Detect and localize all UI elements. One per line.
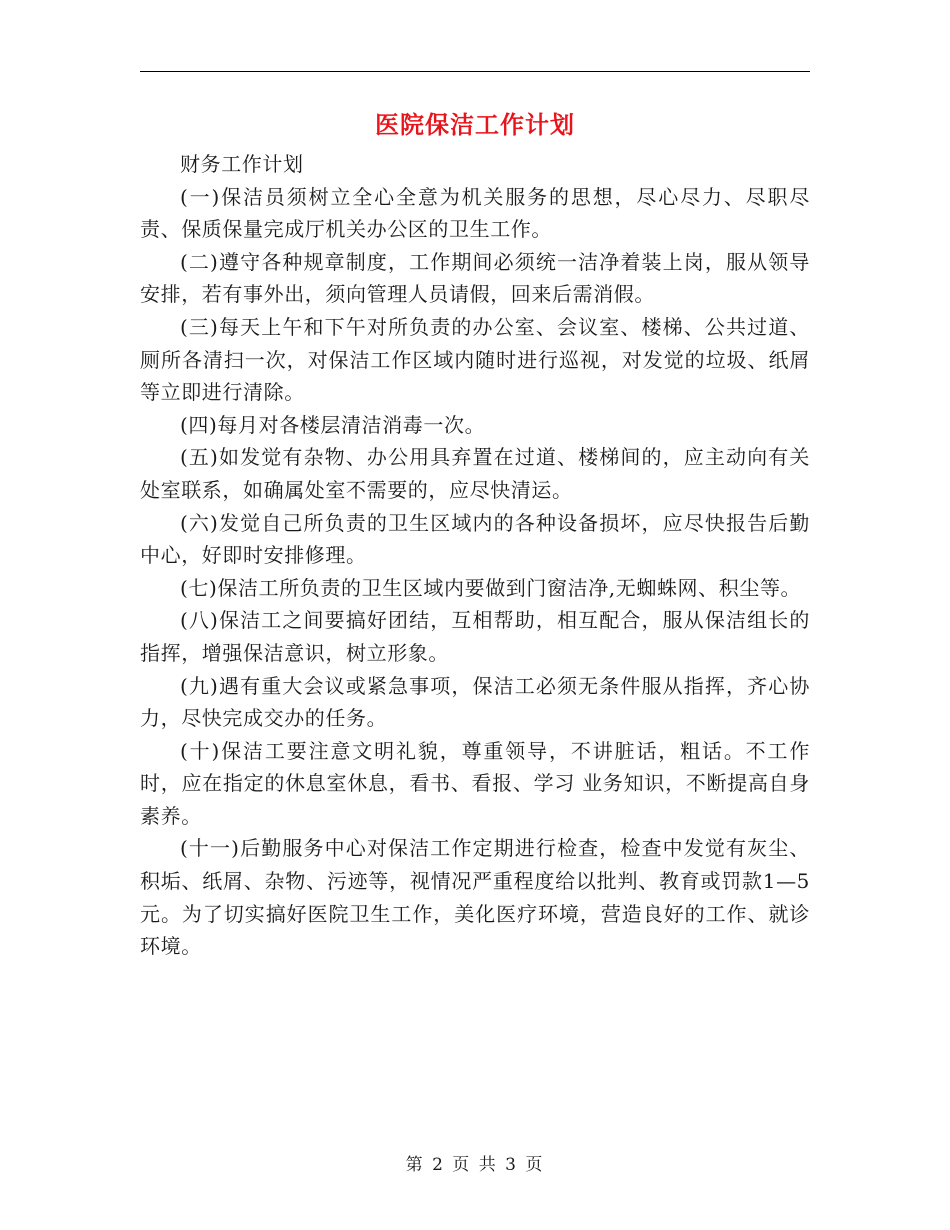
paragraph-item-7: (七)保洁工所负责的卫生区域内要做到门窗洁净,无蜘蛛网、积尘等。 (180, 575, 802, 600)
paragraph-item-10: (十)保洁工要注意文明礼貌，尊重领导，不讲脏话，粗话。不工作时，应在指定的休息室休息，看书、看报、学习 业务知识，不断提高自身素养。 (140, 738, 810, 828)
paragraph-item-3: (三)每天上午和下午对所负责的办公室、会议室、楼梯、公共过道、厕所各清扫一次，对保洁工作区域内随时进行巡视，对发觉的垃圾、纸屑等立即进行清除。 (140, 314, 810, 405)
page-number: 第 2 页 共 3 页 (405, 1155, 545, 1175)
paragraph-item-11: (十一)后勤服务中心对保洁工作定期进行检查，检查中发觉有灰尘、积垢、纸屑、杂物、污迹等，视情况严重程度给以批判、教育或罚款1—5元。为了切实搞好医院卫生工作，美化医疗环境，营造良好的工作、就诊环境。 (140, 836, 810, 959)
document-body (140, 148, 810, 963)
document-title: 医院保洁工作计划 (375, 110, 575, 139)
paragraph-item-6: (六)发觉自己所负责的卫生区域内的各种设备损坏，应尽快报告后勤中心，好即时安排修理。 (140, 510, 810, 568)
paragraph-item-8: (八)保洁工之间要搞好团结，互相帮助，相互配合，服从保洁组长的指挥，增强保洁意识，树立形象。 (140, 608, 810, 665)
paragraph-item-5: (五)如发觉有杂物、办公用具弃置在过道、楼梯间的，应主动向有关处室联系，如确属处室不需要的，应尽快清运。 (140, 445, 810, 502)
paragraph-subtitle: 财务工作计划 (180, 152, 304, 176)
paragraph-item-9: (九)遇有重大会议或紧急事项，保洁工必须无条件服从指挥，齐心协力，尽快完成交办的任务。 (140, 673, 810, 731)
header-rule (140, 71, 810, 72)
paragraph-item-2: (二)遵守各种规章制度，工作期间必须统一洁净着装上岗，服从领导安排，若有事外出，须向管理人员请假，回来后需消假。 (140, 249, 810, 307)
paragraph-item-1: (一)保洁员须树立全心全意为机关服务的思想，尽心尽力、尽职尽责、保质保量完成厅机关办公区的卫生工作。 (140, 184, 810, 242)
paragraph-item-4: (四)每月对各楼层清洁消毒一次。 (180, 412, 486, 437)
